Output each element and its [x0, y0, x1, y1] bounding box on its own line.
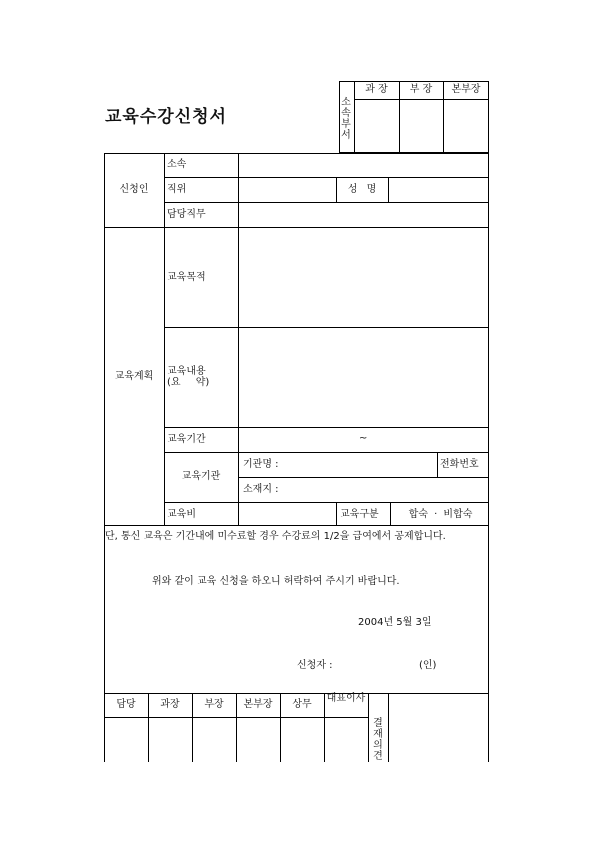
period-separator: ~ — [359, 433, 368, 444]
affiliation-label: 소속 — [167, 159, 187, 170]
bottom-header-managing-director: 상무 — [292, 699, 312, 710]
duty-label: 담당직무 — [167, 209, 206, 220]
department-side-label: 소속부서 — [341, 97, 351, 141]
applicant-section-label: 신청인 — [119, 184, 149, 195]
category-value: 합숙 · 비합숙 — [408, 509, 473, 520]
name-label: 성 명 — [347, 184, 377, 195]
content-label-line2: (요 약) — [167, 377, 210, 388]
request-statement: 위와 같이 교육 신청을 하오니 허락하여 주시기 바랍니다. — [152, 576, 400, 587]
bottom-header-ceo: 대표이사 — [326, 693, 366, 704]
phone-label: 전화번호 — [440, 459, 479, 470]
period-label: 교육기간 — [167, 434, 206, 445]
address-label: 소재지 : — [243, 484, 279, 495]
bottom-header-section-chief: 과장 — [160, 699, 180, 710]
application-date: 2004년 5월 3일 — [358, 617, 432, 628]
applicant-sign-label: 신청자 : — [297, 660, 333, 671]
page-title: 교육수강신청서 — [105, 107, 227, 127]
seal-label: (인) — [419, 660, 437, 671]
purpose-label: 교육목적 — [167, 272, 206, 283]
approval-opinion-side-label: 결재의견 — [373, 718, 383, 762]
top-header-division-head: 본부장 — [451, 84, 481, 95]
fee-label: 교육비 — [167, 509, 196, 520]
content-label-line1: 교육내용 — [167, 366, 206, 377]
deduction-notice: 단, 통신 교육은 기간내에 미수료할 경우 수강료의 1/2을 급여에서 공제합니다. — [105, 531, 446, 542]
bottom-header-department-head: 부장 — [204, 699, 224, 710]
top-header-department-head: 부 장 — [409, 84, 433, 95]
bottom-header-division-head: 본부장 — [243, 699, 273, 710]
bottom-header-staff: 담당 — [116, 699, 136, 710]
institution-name-label: 기관명 : — [243, 459, 279, 470]
category-label: 교육구분 — [340, 509, 379, 520]
top-header-section-chief: 과 장 — [365, 84, 388, 95]
institution-label: 교육기관 — [181, 471, 221, 482]
plan-section-label: 교육계획 — [114, 371, 154, 382]
position-label: 직위 — [167, 184, 187, 195]
